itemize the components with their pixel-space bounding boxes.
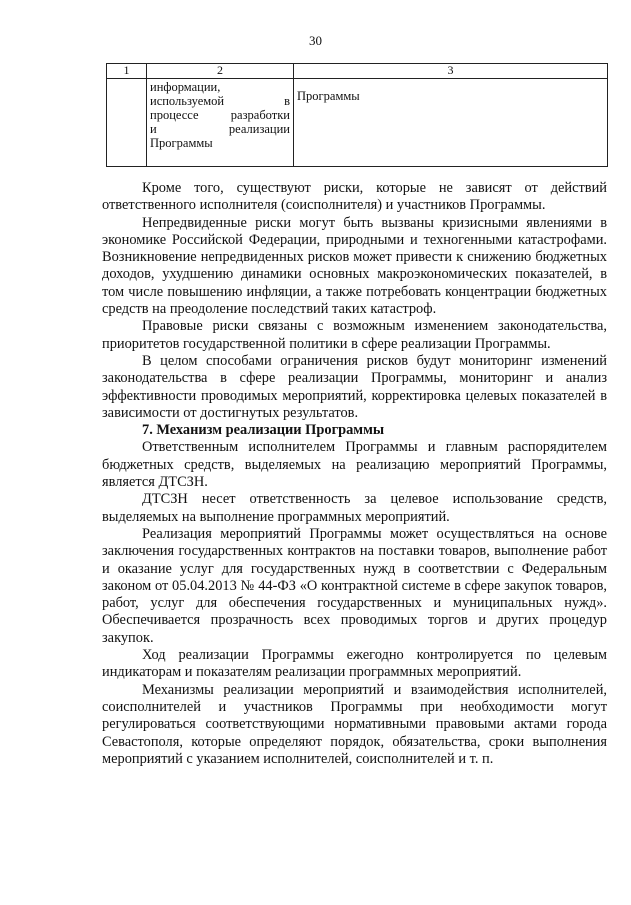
table-cell-line: Программы: [150, 136, 213, 150]
table-cell-1: [107, 79, 147, 167]
table-header-cell-1: 1: [107, 64, 147, 79]
table-cell-line: информации,: [150, 80, 221, 94]
paragraph: Кроме того, существуют риски, которые не зависят от действий ответственного исполнителя (соисполнителя) и участников Программы.: [102, 180, 607, 214]
section-title: 7. Механизм реализации Программы: [142, 422, 385, 439]
paragraph: В целом способами ограничения рисков будут мониторинг изменений законодательства в сфере реализации Программы, мониторинг и анализ эффективности проводимых мероприятий, корректировка целевых показателей в зависимости от достигнутых результатов.: [102, 352, 607, 421]
table-header-cell-2: 2: [147, 64, 294, 79]
paragraph: Ответственным исполнителем Программы и главным распорядителем бюджетных средств, выделяемых на реализацию мероприятий Программы, является ДТСЗН.: [102, 439, 607, 491]
paragraph: Реализация мероприятий Программы может осуществляться на основе заключения государственных контрактов на поставки товаров, выполнение работ и оказание услуг для государственных нужд в соответствии с Федеральным законом от 05.04.2013 № 44-ФЗ «О контрактной системе в сфере закупок товаров, работ, услуг для обеспечения государственных и муниципальных нужд». Обеспечивается прозрачность всех проводимых торгов и других процедур закупок.: [102, 525, 607, 646]
table-header-cell-3: 3: [294, 64, 608, 79]
paragraph: Ход реализации Программы ежегодно контролируется по целевым индикаторам и показателям реализации программных мероприятий.: [102, 647, 607, 681]
page-number: 30: [309, 33, 322, 48]
continuation-table: [106, 63, 608, 167]
table-cell-line: и реализации: [150, 122, 290, 136]
paragraph: Непредвиденные риски могут быть вызваны кризисными явлениями в экономике Российской Федерации, природными и техногенными катастрофами. Возникновение непредвиденных рисков может привести к снижению бюджетных доходов, ухудшению динамики основных макроэкономических показателей, в том числе повышению инфляции, а также потребовать концентрации бюджетных средств на преодоление последствий таких катастроф.: [102, 214, 607, 318]
paragraph: Правовые риски связаны с возможным изменением законодательства, приоритетов государственной политики в сфере реализации Программы.: [102, 318, 607, 352]
table-cell-2: [147, 79, 294, 167]
table-row: [107, 79, 608, 167]
table-cell-3: Программы: [294, 79, 608, 167]
paragraph: ДТСЗН несет ответственность за целевое использование средств, выделяемых на выполнение программных мероприятий.: [102, 491, 607, 525]
table-cell-line: процессе разработки: [150, 108, 290, 122]
table-cell-line: используемой в: [150, 94, 290, 108]
document-body: [102, 180, 607, 768]
table-header-row: [107, 64, 608, 79]
paragraph: Механизмы реализации мероприятий и взаимодействия исполнителей, соисполнителей и участников Программы при необходимости могут регулироваться соответствующими нормативными правовыми актами города Севастополя, которые определяют порядок, обязательства, сроки выполнения мероприятий с указанием исполнителей, соисполнителей и т. п.: [102, 681, 607, 767]
